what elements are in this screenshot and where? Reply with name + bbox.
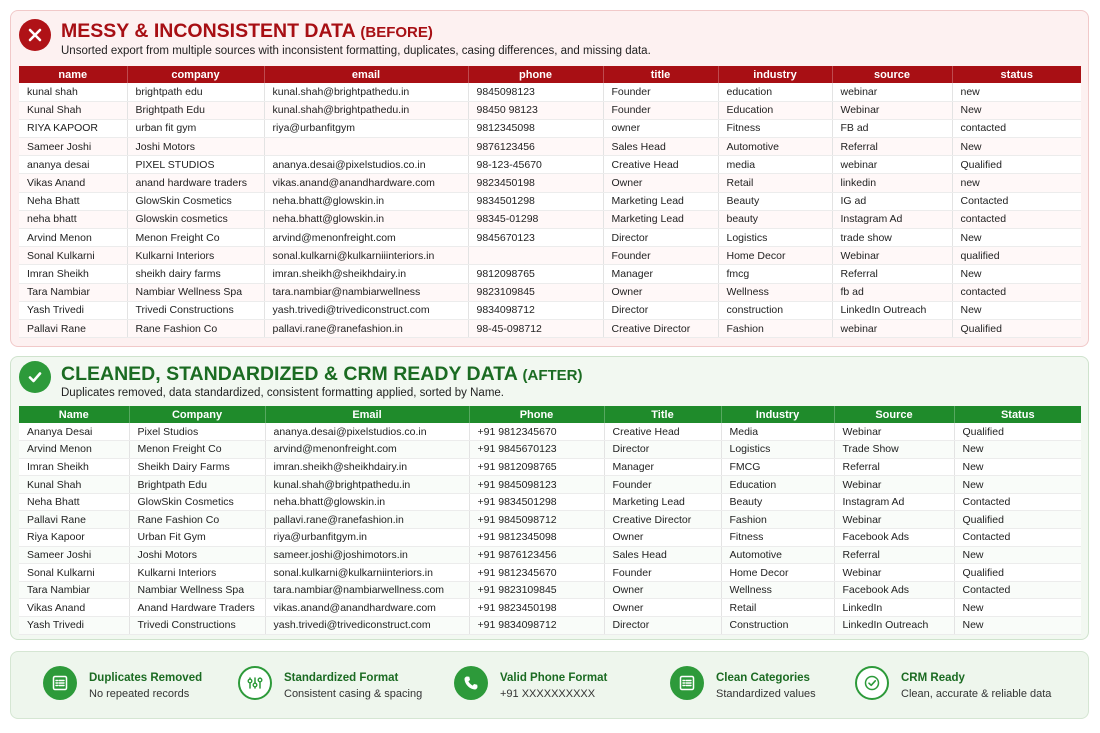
table-cell: Marketing Lead <box>604 493 721 511</box>
table-cell <box>264 138 468 156</box>
before-title <box>61 20 433 43</box>
table-cell: sonal.kulkarni@kulkarniiinteriors.in <box>264 247 468 265</box>
sliders-icon <box>238 666 272 700</box>
table-cell: brightpath edu <box>127 83 264 101</box>
before-subtitle: Unsorted export from multiple sources with inconsistent formatting, duplicates, casing differences, and missing data. <box>61 45 651 57</box>
table-cell: Sales Head <box>604 546 721 564</box>
table-cell: Creative Director <box>604 511 721 529</box>
table-cell: Education <box>718 101 832 119</box>
table-cell: Sheikh Dairy Farms <box>129 458 265 476</box>
feature-desc: Consistent casing & spacing <box>284 688 423 700</box>
after-subtitle: Duplicates removed, data standardized, consistent formatting applied, sorted by Name. <box>61 387 504 399</box>
table-cell: Trade Show <box>834 441 954 459</box>
table-cell: 9876123456 <box>468 138 603 156</box>
table-cell: +91 9834098712 <box>469 617 604 635</box>
table-cell: Webinar <box>832 247 952 265</box>
column-header: Source <box>834 406 954 423</box>
table-cell: Marketing Lead <box>603 192 718 210</box>
table-cell: Director <box>604 441 721 459</box>
table-cell: +91 9823109845 <box>469 581 604 599</box>
table-cell: Pixel Studios <box>129 423 265 441</box>
table-cell: Sonal Kulkarni <box>19 247 127 265</box>
table-cell: owner <box>603 119 718 137</box>
list-icon <box>670 666 704 700</box>
feature-title: Standardized Format <box>284 672 399 684</box>
table-cell: sonal.kulkarni@kulkarniinteriors.in <box>265 564 469 582</box>
table-row <box>19 210 1081 228</box>
table-cell: kunal.shah@brightpathedu.in <box>265 476 469 494</box>
table-cell: Creative Director <box>603 319 718 337</box>
table-cell: arvind@menonfreight.com <box>264 229 468 247</box>
column-header: Company <box>129 406 265 423</box>
table-cell: vikas.anand@anandhardware.com <box>265 599 469 617</box>
table-cell: kunal.shah@brightpathedu.in <box>264 101 468 119</box>
table-cell: Menon Freight Co <box>129 441 265 459</box>
table-cell: Ananya Desai <box>19 423 129 441</box>
table-cell: urban fit gym <box>127 119 264 137</box>
table-cell: Creative Head <box>603 156 718 174</box>
table-cell: Founder <box>604 476 721 494</box>
table-cell: Founder <box>604 564 721 582</box>
table-cell: Qualified <box>954 423 1081 441</box>
table-cell: fmcg <box>718 265 832 283</box>
table-cell: Arvind Menon <box>19 441 129 459</box>
table-cell: Retail <box>721 599 834 617</box>
check-circle-icon <box>855 666 889 700</box>
close-icon <box>19 19 51 51</box>
table-row <box>19 247 1081 265</box>
column-header: source <box>832 66 952 83</box>
table-cell: Anand Hardware Traders <box>129 599 265 617</box>
table-cell: +91 9845098123 <box>469 476 604 494</box>
column-header: Status <box>954 406 1081 423</box>
table-row <box>19 156 1081 174</box>
table-cell: Qualified <box>952 319 1081 337</box>
table-cell: Facebook Ads <box>834 581 954 599</box>
table-cell: Referral <box>832 138 952 156</box>
table-cell: Home Decor <box>721 564 834 582</box>
table-cell: New <box>954 599 1081 617</box>
table-cell: Webinar <box>834 564 954 582</box>
table-cell: Home Decor <box>718 247 832 265</box>
table-cell: ananya desai <box>19 156 127 174</box>
table-cell: New <box>954 476 1081 494</box>
table-cell: 9845670123 <box>468 229 603 247</box>
table-row <box>19 423 1081 441</box>
table-cell: beauty <box>718 210 832 228</box>
column-header: Title <box>604 406 721 423</box>
after-title <box>61 363 583 386</box>
table-cell: LinkedIn <box>834 599 954 617</box>
table-cell: webinar <box>832 83 952 101</box>
table-cell: trade show <box>832 229 952 247</box>
table-cell: Rane Fashion Co <box>127 319 264 337</box>
table-cell: 9823450198 <box>468 174 603 192</box>
table-cell: Webinar <box>832 101 952 119</box>
table-cell: Nambiar Wellness Spa <box>127 283 264 301</box>
table-cell: +91 9812098765 <box>469 458 604 476</box>
table-cell: Fashion <box>721 511 834 529</box>
table-cell: Webinar <box>834 511 954 529</box>
feature-desc: +91 XXXXXXXXXX <box>500 688 596 700</box>
table-cell: yash.trivedi@trivediconstruct.com <box>264 301 468 319</box>
table-cell: Fashion <box>718 319 832 337</box>
table-cell: 98-45-098712 <box>468 319 603 337</box>
table-cell: Trivedi Constructions <box>129 617 265 635</box>
table-cell: riya@urbanfitgym.in <box>265 529 469 547</box>
table-row <box>19 581 1081 599</box>
table-cell: Instagram Ad <box>834 493 954 511</box>
before-title-suffix: (BEFORE) <box>360 24 433 41</box>
table-row <box>19 476 1081 494</box>
table-cell: Sonal Kulkarni <box>19 564 129 582</box>
table-cell: linkedin <box>832 174 952 192</box>
before-title-text: MESSY & INCONSISTENT DATA <box>61 20 355 42</box>
table-row <box>19 174 1081 192</box>
table-cell: Fitness <box>721 529 834 547</box>
table-cell: Construction <box>721 617 834 635</box>
table-cell: Logistics <box>721 441 834 459</box>
feature-desc: Standardized values <box>716 688 816 700</box>
feature-title: Clean Categories <box>716 672 810 684</box>
table-cell: ananya.desai@pixelstudios.co.in <box>264 156 468 174</box>
table-cell <box>468 247 603 265</box>
table-cell: Arvind Menon <box>19 229 127 247</box>
table-cell: Menon Freight Co <box>127 229 264 247</box>
table-cell: Kunal Shah <box>19 476 129 494</box>
table-cell: sheikh dairy farms <box>127 265 264 283</box>
table-cell: imran.sheikh@sheikhdairy.in <box>264 265 468 283</box>
table-cell: Director <box>604 617 721 635</box>
table-cell: Owner <box>603 283 718 301</box>
table-cell: Nambiar Wellness Spa <box>129 581 265 599</box>
table-cell: Qualified <box>954 564 1081 582</box>
table-row <box>19 119 1081 137</box>
table-row <box>19 493 1081 511</box>
phone-icon <box>454 666 488 700</box>
table-row <box>19 546 1081 564</box>
table-cell: Kunal Shah <box>19 101 127 119</box>
table-cell: Imran Sheikh <box>19 458 129 476</box>
table-cell: Qualified <box>954 511 1081 529</box>
table-row <box>19 458 1081 476</box>
table-row <box>19 192 1081 210</box>
table-cell: Owner <box>604 529 721 547</box>
table-cell: 98345-01298 <box>468 210 603 228</box>
table-cell: Director <box>603 229 718 247</box>
table-cell: Marketing Lead <box>603 210 718 228</box>
table-cell: Referral <box>834 458 954 476</box>
table-cell: +91 9845098712 <box>469 511 604 529</box>
table-row <box>19 319 1081 337</box>
table-row <box>19 511 1081 529</box>
table-cell: neha.bhatt@glowskin.in <box>265 493 469 511</box>
table-cell: new <box>952 174 1081 192</box>
table-cell: IG ad <box>832 192 952 210</box>
table-cell: New <box>954 617 1081 635</box>
table-cell: Automotive <box>721 546 834 564</box>
table-cell: 9823109845 <box>468 283 603 301</box>
table-cell: Yash Trivedi <box>19 617 129 635</box>
table-cell: 9834501298 <box>468 192 603 210</box>
table-cell: 9812345098 <box>468 119 603 137</box>
table-cell: new <box>952 83 1081 101</box>
table-cell: +91 9823450198 <box>469 599 604 617</box>
table-cell: Instagram Ad <box>832 210 952 228</box>
table-cell: Contacted <box>954 493 1081 511</box>
after-panel <box>10 356 1089 640</box>
table-cell: Founder <box>603 247 718 265</box>
table-cell: Logistics <box>718 229 832 247</box>
table-cell: LinkedIn Outreach <box>834 617 954 635</box>
table-cell: Education <box>721 476 834 494</box>
table-row <box>19 265 1081 283</box>
table-cell: Founder <box>603 101 718 119</box>
table-cell: contacted <box>952 119 1081 137</box>
table-cell: Referral <box>834 546 954 564</box>
table-cell: Vikas Anand <box>19 174 127 192</box>
table-cell: vikas.anand@anandhardware.com <box>264 174 468 192</box>
table-cell: Joshi Motors <box>129 546 265 564</box>
feature-desc: No repeated records <box>89 688 190 700</box>
table-cell: +91 9834501298 <box>469 493 604 511</box>
column-header: status <box>952 66 1081 83</box>
table-cell: Referral <box>832 265 952 283</box>
table-cell: Automotive <box>718 138 832 156</box>
column-header: email <box>264 66 468 83</box>
table-row <box>19 83 1081 101</box>
table-cell: Tara Nambiar <box>19 283 127 301</box>
table-cell: Wellness <box>721 581 834 599</box>
table-cell: Contacted <box>952 192 1081 210</box>
table-cell: webinar <box>832 156 952 174</box>
table-row <box>19 564 1081 582</box>
table-cell: kunal.shah@brightpathedu.in <box>264 83 468 101</box>
table-cell: anand hardware traders <box>127 174 264 192</box>
table-cell: fb ad <box>832 283 952 301</box>
table-cell: New <box>952 101 1081 119</box>
table-cell: construction <box>718 301 832 319</box>
table-cell: neha.bhatt@glowskin.in <box>264 192 468 210</box>
before-panel <box>10 10 1089 347</box>
table-cell: Rane Fashion Co <box>129 511 265 529</box>
table-cell: Trivedi Constructions <box>127 301 264 319</box>
table-cell: Owner <box>604 581 721 599</box>
table-cell: Contacted <box>954 529 1081 547</box>
table-cell: RIYA KAPOOR <box>19 119 127 137</box>
table-cell: Urban Fit Gym <box>129 529 265 547</box>
table-cell: Neha Bhatt <box>19 192 127 210</box>
table-cell: Yash Trivedi <box>19 301 127 319</box>
table-cell: Brightpath Edu <box>127 101 264 119</box>
table-cell: Beauty <box>721 493 834 511</box>
table-cell: education <box>718 83 832 101</box>
table-cell: pallavi.rane@ranefashion.in <box>265 511 469 529</box>
table-cell: GlowSkin Cosmetics <box>129 493 265 511</box>
table-row <box>19 529 1081 547</box>
table-cell: tara.nambiar@nambiarwellness <box>264 283 468 301</box>
table-cell: Sameer Joshi <box>19 546 129 564</box>
feature-title: Duplicates Removed <box>89 672 203 684</box>
feature-title: Valid Phone Format <box>500 672 608 684</box>
table-cell: Brightpath Edu <box>129 476 265 494</box>
table-cell: New <box>952 229 1081 247</box>
table-cell: arvind@menonfreight.com <box>265 441 469 459</box>
table-cell: Beauty <box>718 192 832 210</box>
table-cell: imran.sheikh@sheikhdairy.in <box>265 458 469 476</box>
table-cell: Media <box>721 423 834 441</box>
after-title-text: CLEANED, STANDARDIZED & CRM READY DATA <box>61 363 518 385</box>
feature-title: CRM Ready <box>901 672 965 684</box>
after-table <box>19 406 1081 635</box>
table-cell: Creative Head <box>604 423 721 441</box>
table-cell: Kulkarni Interiors <box>129 564 265 582</box>
table-cell: Webinar <box>834 476 954 494</box>
table-row <box>19 617 1081 635</box>
table-cell: New <box>954 458 1081 476</box>
table-cell: +91 9812345670 <box>469 423 604 441</box>
table-cell: New <box>954 441 1081 459</box>
table-cell: +91 9845670123 <box>469 441 604 459</box>
column-header: phone <box>468 66 603 83</box>
table-cell: Pallavi Rane <box>19 319 127 337</box>
table-row <box>19 229 1081 247</box>
column-header: title <box>603 66 718 83</box>
table-cell: +91 9812345098 <box>469 529 604 547</box>
list-icon <box>43 666 77 700</box>
features-bar <box>10 651 1089 719</box>
table-cell: qualified <box>952 247 1081 265</box>
table-cell: Imran Sheikh <box>19 265 127 283</box>
table-row <box>19 441 1081 459</box>
table-cell: Sales Head <box>603 138 718 156</box>
table-cell: LinkedIn Outreach <box>832 301 952 319</box>
table-row <box>19 101 1081 119</box>
table-cell: Joshi Motors <box>127 138 264 156</box>
table-cell: Neha Bhatt <box>19 493 129 511</box>
table-row <box>19 138 1081 156</box>
column-header: industry <box>718 66 832 83</box>
table-cell: Facebook Ads <box>834 529 954 547</box>
table-cell: contacted <box>952 210 1081 228</box>
table-cell: 9834098712 <box>468 301 603 319</box>
table-cell: kunal shah <box>19 83 127 101</box>
table-cell: Founder <box>603 83 718 101</box>
table-cell: Vikas Anand <box>19 599 129 617</box>
table-row <box>19 301 1081 319</box>
column-header: company <box>127 66 264 83</box>
table-cell: FB ad <box>832 119 952 137</box>
column-header: Phone <box>469 406 604 423</box>
table-cell: New <box>952 138 1081 156</box>
table-cell: PIXEL STUDIOS <box>127 156 264 174</box>
table-cell: 98450 98123 <box>468 101 603 119</box>
feature-desc: Clean, accurate & reliable data <box>901 688 1052 700</box>
table-cell: Qualified <box>952 156 1081 174</box>
table-cell: tara.nambiar@nambiarwellness.com <box>265 581 469 599</box>
table-cell: Pallavi Rane <box>19 511 129 529</box>
table-cell: Retail <box>718 174 832 192</box>
table-cell: pallavi.rane@ranefashion.in <box>264 319 468 337</box>
table-cell: Sameer Joshi <box>19 138 127 156</box>
table-cell: Manager <box>604 458 721 476</box>
table-cell: Glowskin cosmetics <box>127 210 264 228</box>
after-title-suffix: (AFTER) <box>522 367 583 384</box>
table-cell: 98-123-45670 <box>468 156 603 174</box>
column-header: Email <box>265 406 469 423</box>
check-icon <box>19 361 51 393</box>
table-cell: 9812098765 <box>468 265 603 283</box>
column-header: name <box>19 66 127 83</box>
table-cell: neha.bhatt@glowskin.in <box>264 210 468 228</box>
table-cell: Fitness <box>718 119 832 137</box>
table-cell: neha bhatt <box>19 210 127 228</box>
table-cell: riya@urbanfitgym <box>264 119 468 137</box>
table-cell: Owner <box>603 174 718 192</box>
before-table <box>19 66 1081 338</box>
table-cell: webinar <box>832 319 952 337</box>
table-cell: Owner <box>604 599 721 617</box>
table-cell: Contacted <box>954 581 1081 599</box>
table-cell: media <box>718 156 832 174</box>
table-cell: 9845098123 <box>468 83 603 101</box>
table-cell: Director <box>603 301 718 319</box>
column-header: Name <box>19 406 129 423</box>
table-cell: Manager <box>603 265 718 283</box>
table-cell: Kulkarni Interiors <box>127 247 264 265</box>
table-cell: Wellness <box>718 283 832 301</box>
table-cell: ananya.desai@pixelstudios.co.in <box>265 423 469 441</box>
column-header: Industry <box>721 406 834 423</box>
table-cell: Tara Nambiar <box>19 581 129 599</box>
table-cell: New <box>952 265 1081 283</box>
table-cell: GlowSkin Cosmetics <box>127 192 264 210</box>
table-cell: yash.trivedi@trivediconstruct.com <box>265 617 469 635</box>
table-cell: contacted <box>952 283 1081 301</box>
table-cell: +91 9876123456 <box>469 546 604 564</box>
table-row <box>19 283 1081 301</box>
table-cell: sameer.joshi@joshimotors.in <box>265 546 469 564</box>
table-cell: New <box>954 546 1081 564</box>
table-cell: New <box>952 301 1081 319</box>
table-row <box>19 599 1081 617</box>
table-cell: Riya Kapoor <box>19 529 129 547</box>
table-cell: Webinar <box>834 423 954 441</box>
table-cell: FMCG <box>721 458 834 476</box>
table-cell: +91 9812345670 <box>469 564 604 582</box>
